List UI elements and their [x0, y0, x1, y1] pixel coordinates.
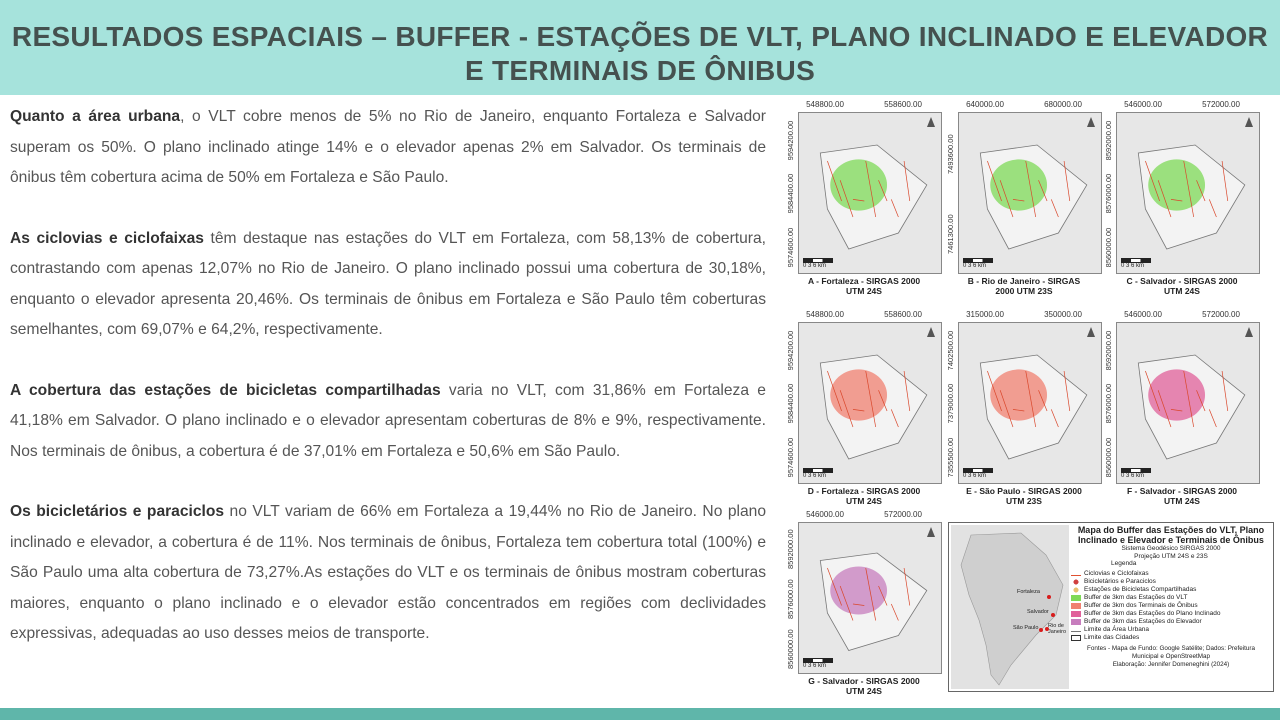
- paragraph-urban-area: [10, 102, 766, 194]
- city-label: Fortaleza: [1017, 589, 1040, 595]
- legend-item: [1071, 570, 1271, 578]
- x-coordinates: [946, 100, 1102, 112]
- paragraph-bike-share: [10, 376, 766, 468]
- map-drawing: [799, 523, 941, 673]
- legend-item: [1071, 626, 1271, 634]
- legend-source-line: Municipal e OpenStreetMap: [1131, 652, 1211, 660]
- map-panel-b: [946, 100, 1102, 310]
- map-frame: [798, 322, 942, 484]
- map-legend-card: [948, 522, 1274, 692]
- legend-sources: [1071, 645, 1271, 669]
- x-coordinates: [946, 310, 1102, 322]
- map-caption: F - Salvador - SIRGAS 2000: [1126, 486, 1238, 496]
- legend-swatch-icon: [1071, 595, 1081, 601]
- city-label: Salvador: [1027, 609, 1049, 615]
- map-caption-projection: UTM 24S: [1164, 286, 1200, 296]
- y-coordinate-label: 8592000.00: [1104, 120, 1113, 161]
- locator-map: [951, 525, 1069, 689]
- legend-label: Bicicletários e Paraciclos: [1084, 577, 1156, 585]
- map-drawing: [799, 113, 941, 273]
- y-coordinate-label: 9594200.00: [786, 120, 795, 161]
- buffer-area: [1148, 369, 1205, 420]
- map-caption-projection: UTM 24S: [1164, 496, 1200, 506]
- y-coordinate-label: 7493600.00: [946, 134, 955, 174]
- scale-bar: 0 3 6 km: [803, 658, 833, 669]
- legend-swatch-icon: [1071, 587, 1081, 593]
- y-coordinate-label: 8560000.00: [786, 629, 795, 669]
- y-coordinate-label: 9584400.00: [786, 174, 795, 214]
- legend-source-line: Fontes - Mapa de Fundo: Google Satélite; Dados: Prefeitura: [1086, 644, 1255, 652]
- map-caption: G - Salvador - SIRGAS 2000: [808, 676, 920, 686]
- map-caption: C - Salvador - SIRGAS 2000: [1126, 276, 1238, 286]
- paragraph-body: , o VLT cobre menos de 5% no Rio de Janeiro, enquanto Fortaleza e Salvador superam os 50%. O plano inclinado atinge 14% e o elevador apenas 2% em Salvador. Os terminais de ônibus têm cobertura acima de 50% em Fortaleza e São Paulo.: [10, 108, 766, 186]
- map-caption: D - Fortaleza - SIRGAS 2000: [807, 486, 921, 496]
- legend-label: Limite das Cidades: [1084, 633, 1140, 641]
- paragraph-body: no VLT variam de 66% em Fortaleza a 19,44% no Rio de Janeiro. No plano inclinado e elevador, a cobertura é de 11%. Nos terminais de ônibus, Fortaleza tem cobertura total (100%) e São Paulo uma alta cobertura de 73,27%.As estações do VLT e os terminais de ônibus mostram coberturas maiores, enquanto o plano inclinado e o elevador estão concentrados em regiões com declividades expressivas, adequadas ao uso desses meios de transporte.: [10, 503, 767, 642]
- city-label: Rio de Janeiro: [1048, 623, 1067, 635]
- x-coordinate-label: 548800.00: [806, 310, 844, 319]
- scale-bar: 0 3 6 km: [803, 468, 833, 479]
- legend-label: Estações de Bicicletas Compartilhadas: [1084, 585, 1197, 593]
- y-coordinate-label: 7461300.00: [946, 214, 955, 254]
- results-text: [10, 102, 766, 680]
- x-coordinate-label: 546000.00: [1124, 100, 1162, 109]
- legend-swatch-icon: [1071, 619, 1081, 625]
- x-coordinate-label: 640000.00: [966, 100, 1004, 109]
- buffer-area: [830, 567, 887, 615]
- map-frame: [958, 112, 1102, 274]
- legend-swatch-icon: [1071, 603, 1081, 609]
- legend-title: Mapa do Buffer das Estações do VLT, Plano Inclinado e Elevador e Terminais de Ônibus: [1077, 525, 1265, 545]
- y-coordinate-label: 8560000.00: [1104, 437, 1113, 478]
- map-panel-e: [946, 310, 1102, 520]
- y-coordinate-label: 8592000.00: [786, 529, 795, 569]
- map-caption-projection: UTM 23S: [1006, 496, 1042, 506]
- legend-label: Limite da Área Urbana: [1084, 625, 1150, 633]
- x-coordinate-label: 558600.00: [884, 100, 922, 109]
- north-arrow-icon: [927, 117, 935, 127]
- map-frame: [798, 522, 942, 674]
- legend-swatch-icon: [1071, 628, 1081, 632]
- legend-item: [1071, 618, 1271, 626]
- y-coordinate-label: 9584400.00: [786, 384, 795, 424]
- north-arrow-icon: [1245, 117, 1253, 127]
- x-coordinate-label: 546000.00: [1124, 310, 1162, 319]
- page-title: RESULTADOS ESPACIAIS – BUFFER - ESTAÇÕES DE VLT, PLANO INCLINADO E ELEVADOR E TERMINAIS DE ÔNIBUS: [11, 21, 1269, 86]
- x-coordinate-label: 315000.00: [966, 310, 1004, 319]
- north-arrow-icon: [1245, 327, 1253, 337]
- y-coordinate-label: 9574600.00: [786, 437, 795, 478]
- buffer-area: [990, 369, 1047, 420]
- scale-bar: 0 3 6 km: [1121, 468, 1151, 479]
- legend-label: Ciclovias e Ciclofaixas: [1084, 569, 1149, 577]
- map-frame: [798, 112, 942, 274]
- city-label: São Paulo: [1013, 625, 1039, 631]
- legend-projection: Projeção UTM 24S e 23S: [1134, 552, 1208, 560]
- legend-item: [1071, 602, 1271, 610]
- north-arrow-icon: [1087, 117, 1095, 127]
- scale-bar: 0 3 6 km: [1121, 258, 1151, 269]
- map-caption: A - Fortaleza - SIRGAS 2000: [807, 276, 921, 286]
- buffer-area: [990, 159, 1047, 210]
- legend-item: [1071, 610, 1271, 618]
- legend-item: [1071, 586, 1271, 594]
- paragraph-body: varia no VLT, com 31,86% em Fortaleza e 41,18% em Salvador. O plano inclinado e o elevador apresentam coberturas de 8% e 9%, respectivamente. Nos terminais de ônibus, a cobertura é de 37,01% em Fortaleza e 50,6% em São Paulo.: [10, 381, 766, 460]
- legend-label: Buffer de 3km das Estações do Plano Inclinado: [1084, 609, 1221, 617]
- buffer-area: [830, 369, 887, 420]
- map-drawing: [959, 323, 1101, 483]
- legend-label: Buffer de 3km dos Terminais de Ônibus: [1084, 601, 1198, 609]
- map-caption-projection: UTM 24S: [846, 496, 882, 506]
- map-panel-d: [786, 310, 942, 520]
- y-coordinate-label: 8560000.00: [1104, 227, 1113, 268]
- map-panel-g: [786, 510, 942, 710]
- legend-swatch-icon: [1071, 579, 1081, 585]
- north-arrow-icon: [927, 527, 935, 537]
- map-drawing: [959, 113, 1101, 273]
- map-caption-projection: 2000 UTM 23S: [995, 286, 1053, 296]
- north-arrow-icon: [1087, 327, 1095, 337]
- y-coordinate-label: 9574600.00: [786, 227, 795, 268]
- scale-bar: 0 3 6 km: [963, 258, 993, 269]
- paragraph-bike-racks: [10, 497, 766, 650]
- buffer-area: [830, 159, 887, 210]
- map-drawing: [1117, 113, 1259, 273]
- north-arrow-icon: [927, 327, 935, 337]
- legend-item: [1071, 578, 1271, 586]
- paragraph-bike-lanes: [10, 224, 766, 346]
- fortaleza-marker: [1047, 595, 1051, 599]
- x-coordinate-label: 572000.00: [1202, 310, 1240, 319]
- footer-band: [0, 708, 1280, 720]
- y-coordinate-label: 7379000.00: [946, 384, 955, 424]
- salvador-marker: [1051, 613, 1055, 617]
- y-coordinate-label: 8576000.00: [1104, 384, 1113, 424]
- paragraph-lead: Quanto a área urbana: [10, 108, 181, 125]
- map-frame: [958, 322, 1102, 484]
- x-coordinates: [786, 310, 942, 322]
- scale-bar: 0 3 6 km: [963, 468, 993, 479]
- map-caption-projection: UTM 24S: [846, 286, 882, 296]
- south-america-outline: [951, 525, 1069, 689]
- legend-datum: Sistema Geodésico SIRGAS 2000: [1121, 545, 1221, 552]
- map-panel-a: [786, 100, 942, 310]
- paragraph-body: têm destaque nas estações do VLT em Fortaleza, com 58,13% de cobertura, contrastando com apenas 12,07% no Rio de Janeiro. O plano inclinado possui uma cobertura de 30,18%, enquanto o elevador apresenta 20,46%. Os terminais de ônibus em Fortaleza e São Paulo têm coberturas semelhantes, com 69,07% e 64,2%, respectivamente.: [10, 229, 766, 338]
- legend-swatch-icon: [1071, 572, 1081, 576]
- paragraph-lead: Os bicicletários e paraciclos: [10, 503, 225, 520]
- y-coordinate-label: 8576000.00: [1104, 174, 1113, 214]
- y-coordinate-label: 7402500.00: [946, 330, 955, 371]
- y-coordinate-label: 7355500.00: [946, 437, 955, 478]
- map-drawing: [799, 323, 941, 483]
- legend-author: Elaboração: Jennifer Domeneghini (2024): [1112, 660, 1230, 668]
- x-coordinate-label: 572000.00: [884, 510, 922, 519]
- legend-item: [1071, 594, 1271, 602]
- y-coordinate-label: 8592000.00: [1104, 330, 1113, 371]
- map-panel-f: [1104, 310, 1260, 520]
- x-coordinate-label: 680000.00: [1044, 100, 1082, 109]
- legend-swatch-icon: [1071, 611, 1081, 617]
- legend-label: Buffer de 3km das Estações do VLT: [1084, 593, 1188, 601]
- title-banner: [0, 0, 1280, 95]
- x-coordinate-label: 558600.00: [884, 310, 922, 319]
- map-frame: [1116, 322, 1260, 484]
- x-coordinate-label: 548800.00: [806, 100, 844, 109]
- x-coordinate-label: 546000.00: [806, 510, 844, 519]
- legend-heading: Legenda: [1111, 560, 1137, 567]
- map-caption: E - São Paulo - SIRGAS 2000: [966, 486, 1082, 496]
- legend-swatch-icon: [1071, 635, 1081, 641]
- y-coordinate-label: 8576000.00: [786, 579, 795, 619]
- legend-text-block: [1071, 525, 1271, 669]
- map-caption-projection: UTM 24S: [846, 686, 882, 696]
- scale-bar: 0 3 6 km: [803, 258, 833, 269]
- x-coordinate-label: 572000.00: [1202, 100, 1240, 109]
- x-coordinate-label: 350000.00: [1044, 310, 1082, 319]
- buffer-area: [1148, 159, 1205, 210]
- x-coordinates: [1104, 100, 1260, 112]
- sao-paulo-marker: [1039, 628, 1043, 632]
- map-frame: [1116, 112, 1260, 274]
- legend-list: [1071, 570, 1271, 642]
- map-drawing: [1117, 323, 1259, 483]
- paragraph-lead: As ciclovias e ciclofaixas: [10, 229, 204, 247]
- y-coordinate-label: 9594200.00: [786, 330, 795, 371]
- map-panel-c: [1104, 100, 1260, 310]
- x-coordinates: [1104, 310, 1260, 322]
- legend-item: [1071, 634, 1271, 642]
- legend-label: Buffer de 3km das Estações do Elevador: [1084, 617, 1202, 625]
- x-coordinates: [786, 510, 942, 522]
- x-coordinates: [786, 100, 942, 112]
- paragraph-lead: A cobertura das estações de bicicletas compartilhadas: [10, 381, 441, 399]
- map-caption: B - Rio de Janeiro - SIRGAS: [967, 276, 1081, 286]
